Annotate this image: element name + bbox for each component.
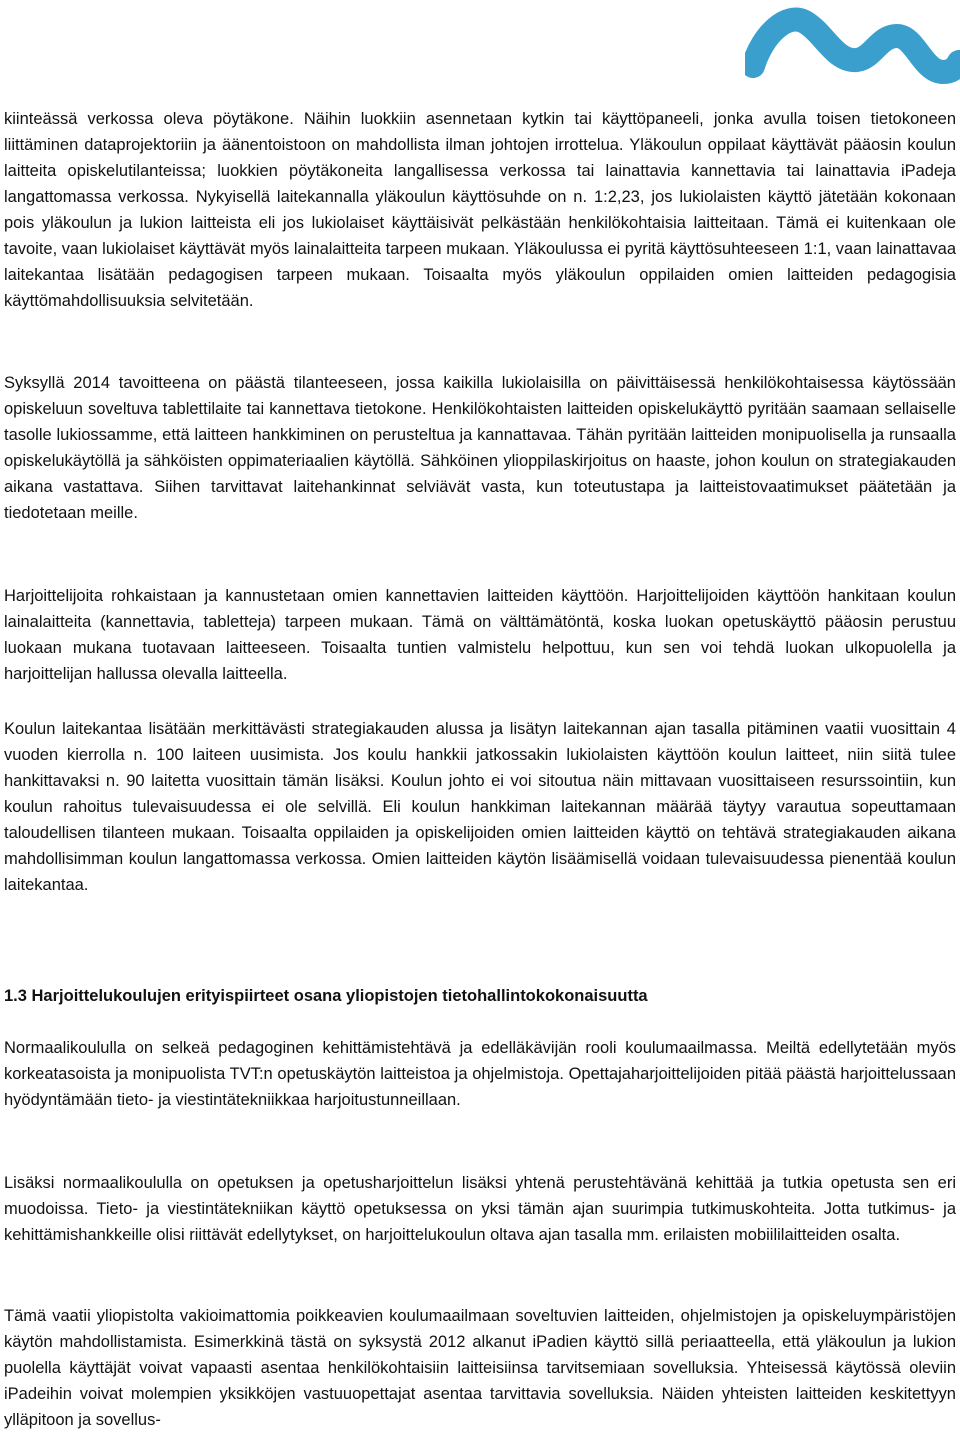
paragraph-device-base: Koulun laitekantaa lisätään merkittävästi strategiakauden alussa ja lisätyn laitekannan ajan tasalla pitäminen vaatii vuosittain 4 vuoden kierrolla n. 100 laiteen uusimista. Jos koulu hankkii jatkossakin lukiolaisten käyttöön koulun laitteet, niin siitä tulee hankittavaksi n. 90 laitetta vuosittain tämän lisäksi. Koulun johto ei voi sitoutua näin mittavaan vuosittaiseen resurssointiin, kun koulun rahoitus tulevaisuudessa ei ole selvillä. Eli koulun hankkiman laitekannan määrää täytyy varautua sopeuttamaan taloudellisen tilanteen mukaan. Toisaalta oppilaiden ja opiskelijoiden omien laitteiden käyttö on tehtävä strategiakauden aikana mahdollisimman koulun langattomassa verkossa. Omien laitteiden käytön lisäämisellä voidaan tulevaisuudessa pienentää koulun laitekantaa. [4,720,956,894]
wave-logo-icon [745,0,960,95]
paragraph-trainees: Harjoittelijoita rohkaistaan ja kannustetaan omien kannettavien laitteiden käyttöön. Harjoittelijoiden käyttöön hankitaan koulun lainalaitteita (kannettavia, tabletteja) tarpeen mukaan. Tämä on välttämätöntä, koska luokan opetuskäyttö pääosin perustuu luokaan mukana tuotavaan laitteeseen. Toisaalta tuntien valmistelu helpottuu, kun sen voi tehdä luokan ulkopuolella ja harjoittelijan hallussa olevalla laitteella. [4,587,956,683]
paragraph-research: Lisäksi normaalikoululla on opetuksen ja opetusharjoittelun lisäksi yhtenä perustehtävänä kehittää ja tutkia opetusta sen eri muodoissa. Tieto- ja viestintätekniikan käyttö opetuksessa on yksi tämän ajan suurimpia tutkimuskohteita. Jotta tutkimus- ja kehittämishankkeille olisi riittävät edellytykset, on harjoittelukoulun oltava ajan tasalla mm. erilaisten mobiililaitteiden osalta. [4,1174,956,1244]
paragraph-ipads: Tämä vaatii yliopistolta vakioimattomia poikkeavien koulumaailmaan soveltuvien laitteiden, ohjelmistojen ja opiskeluympäristöjen käytön mahdollistamista. Esimerkkinä tästä on syksystä 2012 alkanut iPadien käyttö sillä periaatteella, että yläkoulun ja lukion puolella käyttäjät voivat vapaasti asentaa henkilökohtaisiin laitteisiinsa tarvitsemiaan sovelluksia. Yhteisessä käytössä oleviin iPadeihin voivat molempien yksikköjen vastuuopettajat asentaa tarvittavia sovelluksia. Näiden yhteisten laitteiden keskitettyyn ylläpitoon ja sovellus- [4,1307,956,1429]
section-heading: 1.3 Harjoittelukoulujen erityispiirteet osana yliopistojen tietohallintokokonaisuutta [4,987,648,1005]
paragraph-device-usage: kiinteässä verkossa oleva pöytäkone. Näihin luokkiin asennetaan kytkin tai käyttöpaneeli, jonka avulla toisen tietokoneen liittäminen dataprojektoriin ja äänentoistoon on mahdollista ilman johtojen irrottelua. Yläkoulun oppilaat käyttävät pääosin koulun laitteita opiskelutilanteissa; luokkien pöytäkoneita langallisessa verkossa tai lainattavia kannettavia tai lainattavia iPadeja langattomassa verkossa. Nykyisellä laitekannalla yläkoulun käyttösuhde on n. 1:2,23, jos lukiolaisten käyttö jätetään kokonaan pois yläkoulun ja lukion laitteista eli jos lukiolaiset käyttäisivät pelkästään henkilökohtaisia laitteitaan. Tämä ei kuitenkaan ole tavoite, vaan lukiolaiset käyttävät myös lainalaitteita tarpeen mukaan. Yläkoulussa ei pyritä käyttösuhteeseen 1:1, vaan lainattavaa laitekantaa lisätään pedagogisen tarpeen mukaan. Toisaalta myös yläkoulun oppilaiden omien laitteiden pedagogisia käyttömahdollisuuksia selvitetään. [4,110,956,310]
paragraph-goals-2014: Syksyllä 2014 tavoitteena on päästä tilanteeseen, jossa kaikilla lukiolaisilla on päivittäisessä henkilökohtaisessa käytössään opiskeluun soveltuva tablettilaite tai kannettava tietokone. Henkilökohtaisten laitteiden opiskelukäyttö pyritään saamaan sellaiselle tasolle lukiossamme, että laitteen hankkiminen on perusteltua ja kannattavaa. Tähän pyritään laitteiden monipuolisella ja runsaalla opiskelukäytöllä ja sähköisten oppimateriaalien käytöllä. Sähköinen ylioppilaskirjoitus on haaste, johon koulun on strategiakauden aikana vastattava. Siihen tarvittavat laitehankinnat selviävät vasta, kun toteutustapa ja laitteistovaatimukset päätetään ja tiedotetaan meille. [4,374,956,522]
paragraph-normal-school: Normaalikoululla on selkeä pedagoginen kehittämistehtävä ja edelläkävijän rooli koulumaailmassa. Meiltä edellytetään myös korkeatasoista ja monipuolista TVT:n opetuskäytön laitteistoa ja ohjelmistoja. Opettajaharjoittelijoiden pitää päästä harjoittelussaan hyödyntämään tieto- ja viestintätekniikkaa harjoitustunneillaan. [4,1039,956,1109]
